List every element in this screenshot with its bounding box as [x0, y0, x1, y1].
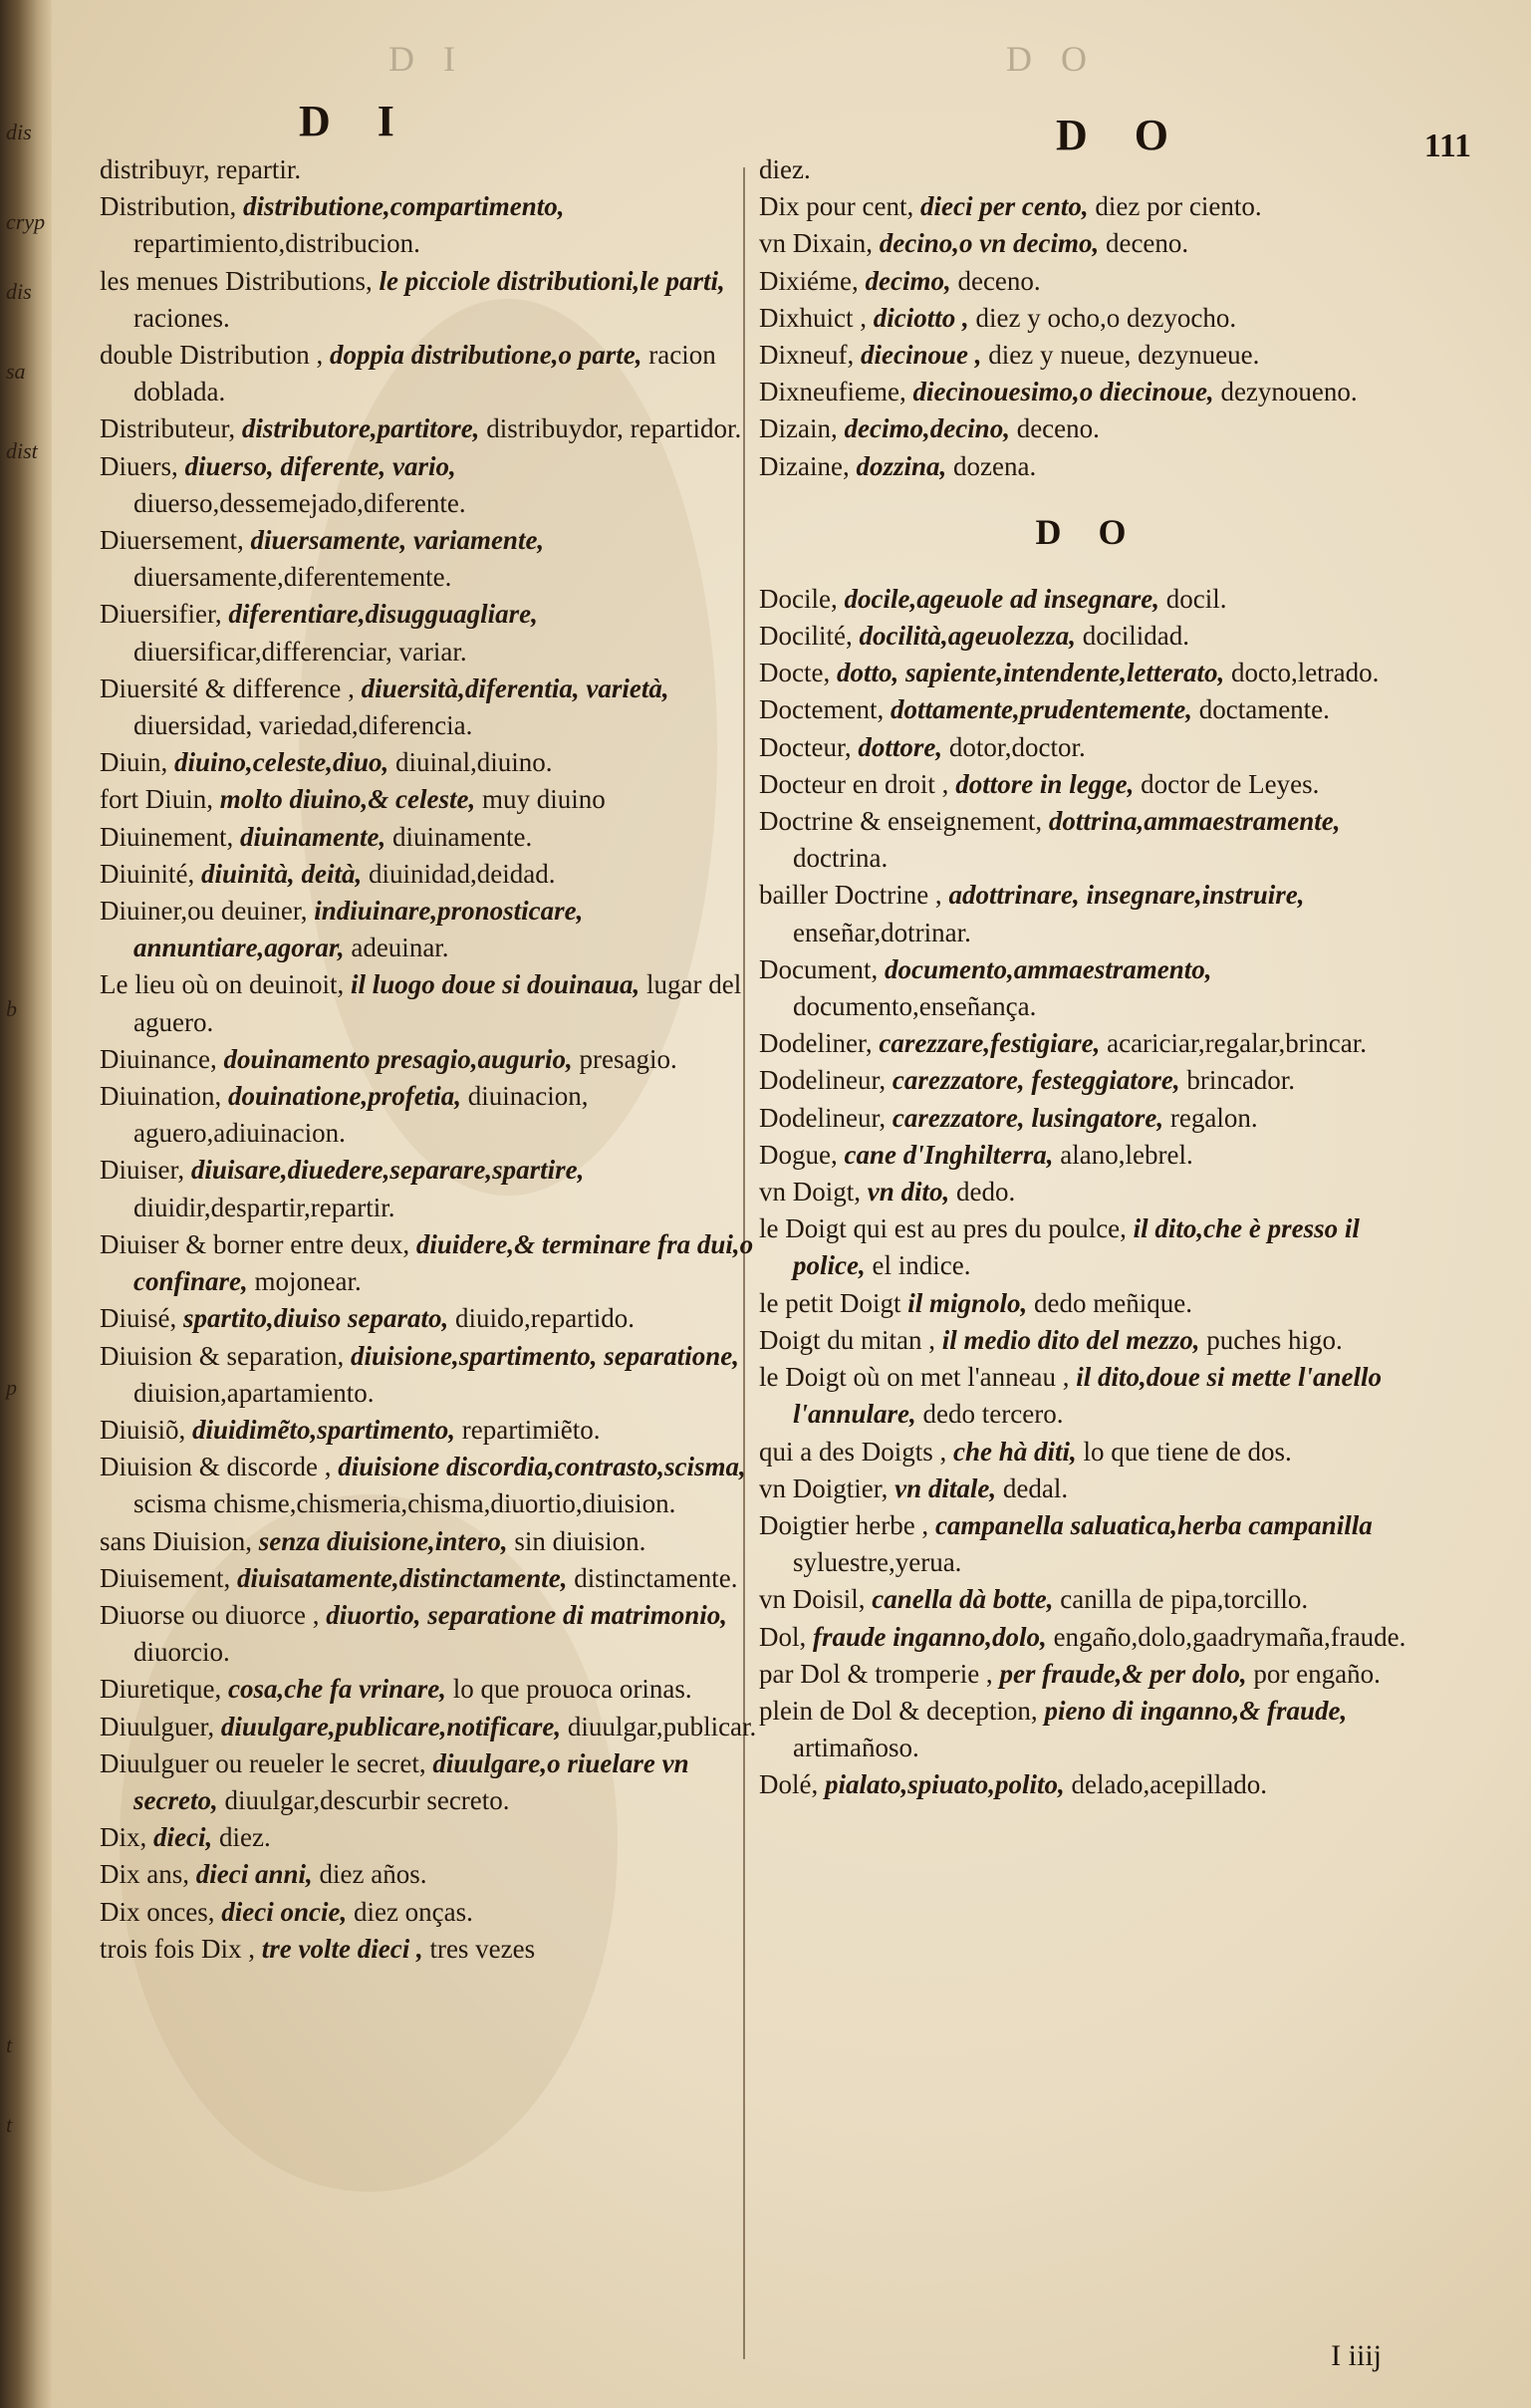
- headword-french: Docte,: [759, 658, 831, 688]
- dictionary-entry: [759, 877, 1416, 950]
- dictionary-entry: [100, 263, 757, 337]
- translation-spanish: diez y nueue, dezynueue.: [988, 340, 1260, 371]
- translation-spanish: deceno.: [957, 265, 1041, 296]
- headword-french: le Doigt où on met l'anneau ,: [759, 1362, 1070, 1393]
- dictionary-entry: [759, 1507, 1416, 1581]
- headword-french: fort Diuin,: [100, 784, 213, 815]
- headword-french: Dix ans,: [100, 1859, 189, 1890]
- translation-spanish: distinctamente.: [574, 1562, 738, 1593]
- translation-spanish: diuinamente.: [392, 821, 533, 852]
- translation-italian: tre volte dieci ,: [261, 1933, 423, 1964]
- headword-french: plein de Dol & deception,: [759, 1695, 1038, 1726]
- dictionary-entry: [100, 410, 757, 447]
- dictionary-entry: [759, 1471, 1416, 1507]
- translation-spanish: canilla de pipa,torcillo.: [1060, 1584, 1309, 1615]
- translation-italian: senza diuisione,intero,: [258, 1525, 508, 1556]
- headword-french: Dix pour cent,: [759, 191, 914, 222]
- headword-french: vn Dixain,: [759, 228, 873, 259]
- headword-french: Dodelineur,: [759, 1065, 887, 1096]
- translation-spanish: tres vezes: [429, 1933, 536, 1964]
- translation-italian: vn dito,: [867, 1177, 950, 1207]
- dictionary-entry: [100, 1745, 757, 1819]
- translation-italian: decino,o vn decimo,: [879, 228, 1100, 259]
- translation-italian: pialato,spiuato,polito,: [824, 1769, 1065, 1800]
- translation-italian: diuulgare,publicare,notificare,: [220, 1711, 562, 1741]
- translation-spanish: doctor de Leyes.: [1141, 768, 1320, 799]
- dictionary-entry: [759, 618, 1416, 655]
- margin-note: cryp: [6, 209, 46, 234]
- translation-italian: dieci,: [153, 1822, 213, 1853]
- running-header-right: D O: [1056, 111, 1186, 159]
- dictionary-entry: [100, 1709, 757, 1745]
- headword-french: Docilité,: [759, 621, 853, 652]
- translation-italian: spartito,diuiso separato,: [183, 1303, 449, 1334]
- dictionary-entry: [100, 1671, 757, 1708]
- margin-note: sa: [6, 359, 26, 384]
- bleedthrough-header-left: D I: [388, 39, 465, 79]
- translation-spanish: racion doblada.: [133, 340, 716, 407]
- translation-spanish: lo que tiene de dos.: [1083, 1436, 1292, 1467]
- dictionary-entry: [100, 856, 757, 893]
- translation-italian: douinatione,profetia,: [228, 1081, 462, 1112]
- translation-spanish: deceno.: [1016, 413, 1100, 444]
- headword-french: Dodelineur,: [759, 1102, 887, 1133]
- translation-italian: cosa,che fa vrinare,: [227, 1674, 446, 1705]
- headword-french: Diuin,: [100, 747, 168, 778]
- translation-italian: diecinoue ,: [860, 340, 982, 371]
- dictionary-entry: [100, 1412, 757, 1449]
- headword-french: Doctement,: [759, 694, 885, 725]
- translation-spanish: por engaño.: [1253, 1658, 1381, 1689]
- dictionary-entry: [100, 1597, 757, 1671]
- dictionary-entry: [759, 1137, 1416, 1174]
- headword-french: Dol,: [759, 1621, 807, 1652]
- section-heading: D O: [1035, 511, 1141, 552]
- headword-french: Diuers,: [100, 450, 178, 481]
- translation-spanish: docil.: [1165, 583, 1227, 614]
- translation-italian: vn ditale,: [894, 1472, 997, 1503]
- translation-italian: diuerso, diferente, vario,: [184, 450, 456, 481]
- translation-spanish: diuinal,diuino.: [395, 747, 553, 778]
- headword-french: Diuulguer ou reueler le secret,: [100, 1747, 426, 1778]
- dictionary-entry: [100, 966, 757, 1040]
- translation-italian: diecinouesimo,o diecinoue,: [912, 377, 1214, 407]
- dictionary-entry: [759, 803, 1416, 877]
- translation-italian: dozzina,: [856, 450, 947, 481]
- translation-spanish: lo que prouoca orinas.: [452, 1674, 692, 1705]
- translation-italian: docile,ageuole ad insegnare,: [844, 583, 1159, 614]
- headword-french: Dizain,: [759, 413, 838, 444]
- headword-french: sans Diuision,: [100, 1525, 253, 1556]
- dictionary-entry: [759, 1210, 1416, 1284]
- translation-italian: diuidimẽto,spartimento,: [192, 1414, 456, 1445]
- translation-italian: carezzatore, festeggiatore,: [892, 1065, 1180, 1096]
- dictionary-entry: [759, 188, 1416, 225]
- dictionary-entry: [759, 1359, 1416, 1433]
- headword-french: Dix onces,: [100, 1896, 215, 1927]
- translation-italian: il luogo doue si douinaua,: [350, 969, 640, 1000]
- translation-italian: documento,ammaestramento,: [884, 953, 1212, 984]
- dictionary-entry: [100, 670, 757, 744]
- translation-italian: dottore in legge,: [955, 768, 1135, 799]
- dictionary-entry: [100, 1894, 757, 1931]
- translation-spanish: acariciar,regalar,brincar.: [1107, 1028, 1367, 1059]
- translation-spanish: diez y ocho,o dezyocho.: [975, 302, 1237, 333]
- translation-spanish: diuulgar,descurbir secreto.: [224, 1784, 510, 1815]
- headword-french: Diuision & discorde ,: [100, 1452, 332, 1482]
- dictionary-entry: [100, 1560, 757, 1597]
- translation-italian: doppia distributione,o parte,: [330, 340, 642, 371]
- translation-spanish: diez.: [218, 1822, 271, 1853]
- headword-french: Dixneufieme,: [759, 377, 906, 407]
- headword-french: le Doigt qui est au pres du poulce,: [759, 1213, 1127, 1244]
- translation-spanish: deceno.: [1105, 228, 1189, 259]
- translation-spanish: distribuyr, repartir.: [100, 154, 302, 184]
- headword-french: Diuiser,: [100, 1155, 185, 1186]
- dictionary-entry: [759, 1656, 1416, 1693]
- left-column: [100, 151, 757, 1968]
- margin-note: dis: [6, 120, 32, 144]
- translation-spanish: sin diuision.: [514, 1525, 646, 1556]
- translation-spanish: diuerso,dessemejado,diferente.: [133, 487, 466, 518]
- dictionary-entry: [759, 1766, 1416, 1803]
- dictionary-entry: [759, 263, 1416, 300]
- translation-spanish: diez años.: [319, 1859, 427, 1890]
- headword-french: Diuersement,: [100, 525, 244, 556]
- dictionary-entry: [100, 522, 757, 596]
- translation-spanish: repartimiento,distribucion.: [133, 228, 420, 259]
- translation-italian: distributore,partitore,: [241, 413, 480, 444]
- translation-italian: il medio dito del mezzo,: [941, 1324, 1200, 1355]
- dictionary-entry: [100, 893, 757, 966]
- margin-note: b: [6, 996, 17, 1021]
- headword-french: Diuersité & difference ,: [100, 672, 355, 703]
- translation-italian: diuortio, separatione di matrimonio,: [326, 1599, 728, 1630]
- translation-italian: dieci anni,: [195, 1859, 313, 1890]
- translation-spanish: dedo.: [956, 1177, 1016, 1207]
- headword-french: Diuisé,: [100, 1303, 177, 1334]
- translation-spanish: repartimiẽto.: [461, 1414, 601, 1445]
- translation-italian: il mignolo,: [907, 1287, 1028, 1318]
- translation-spanish: diuinidad,deidad.: [369, 858, 556, 889]
- dictionary-entry: [100, 596, 757, 669]
- translation-spanish: diuersamente,diferentemente.: [133, 562, 452, 593]
- dictionary-entry: [100, 1041, 757, 1078]
- translation-italian: dieci per cento,: [919, 191, 1089, 222]
- translation-italian: carezzare,festigiare,: [879, 1028, 1101, 1059]
- dictionary-entry: [759, 1693, 1416, 1766]
- translation-italian: diuulgare,o riuelare vn secreto,: [133, 1747, 689, 1815]
- headword-french: Dixhuict ,: [759, 302, 867, 333]
- headword-french: Diuiser & borner entre deux,: [100, 1228, 410, 1259]
- translation-spanish: diuision,apartamiento.: [133, 1377, 375, 1408]
- translation-italian: dottore,: [858, 731, 943, 762]
- headword-french: les menues Distributions,: [100, 265, 373, 296]
- translation-spanish: doctamente.: [1198, 694, 1330, 725]
- translation-italian: diuidere,& terminare fra dui,o confinare,: [133, 1228, 754, 1297]
- translation-italian: molto diuino,& celeste,: [219, 784, 476, 815]
- right-column-top-entries: [759, 151, 1416, 485]
- translation-italian: il dito,che è presso il police,: [793, 1213, 1360, 1281]
- dictionary-entry: [759, 1100, 1416, 1137]
- translation-spanish: diuido,repartido.: [455, 1303, 636, 1334]
- dictionary-entry: [759, 1062, 1416, 1099]
- signature-mark: I iiij: [1331, 2339, 1382, 2372]
- translation-spanish: dedo tercero.: [922, 1399, 1064, 1430]
- translation-spanish: scisma chisme,chismeria,chisma,diuortio,diuision.: [133, 1488, 676, 1519]
- translation-italian: diuisatamente,distinctamente,: [236, 1562, 568, 1593]
- translation-italian: campanella saluatica,herba campanilla: [934, 1509, 1373, 1540]
- translation-spanish: dezynoueno.: [1220, 377, 1358, 407]
- translation-italian: cane d'Inghilterra,: [844, 1139, 1054, 1170]
- dictionary-entry: [100, 1300, 757, 1337]
- translation-italian: che hà diti,: [953, 1436, 1077, 1467]
- dictionary-entry: [100, 1226, 757, 1300]
- translation-italian: diuersità,diferentia, varietà,: [361, 672, 669, 703]
- translation-spanish: regalon.: [1169, 1102, 1258, 1133]
- translation-spanish: raciones.: [133, 302, 230, 333]
- margin-note: t: [6, 2032, 13, 2057]
- dictionary-entry: [100, 1523, 757, 1560]
- dictionary-entry: [759, 1581, 1416, 1618]
- translation-italian: adottrinare, insegnare,instruire,: [948, 880, 1305, 911]
- headword-french: Doctrine & enseignement,: [759, 806, 1043, 837]
- translation-spanish: artimañoso.: [793, 1733, 919, 1763]
- translation-italian: indiuinare,pronosticare, annuntiare,agorar,: [133, 896, 584, 963]
- translation-spanish: diuulgar,publicar.: [567, 1711, 757, 1741]
- dictionary-entry: [759, 581, 1416, 618]
- dictionary-entry: [759, 410, 1416, 447]
- translation-spanish: presagio.: [579, 1043, 677, 1074]
- translation-spanish: adeuinar.: [351, 933, 449, 963]
- dictionary-entry: [759, 1025, 1416, 1062]
- headword-french: Dixneuf,: [759, 340, 855, 371]
- headword-french: Doigtier herbe ,: [759, 1509, 929, 1540]
- dictionary-entry: [100, 819, 757, 856]
- translation-spanish: brincador.: [1186, 1065, 1296, 1096]
- margin-note: t: [6, 2112, 13, 2137]
- dictionary-entry: [759, 374, 1416, 410]
- headword-french: Dixiéme,: [759, 265, 859, 296]
- translation-spanish: enseñar,dotrinar.: [793, 917, 971, 947]
- dictionary-entry: [759, 337, 1416, 374]
- page-number: 111: [1423, 128, 1471, 164]
- headword-french: Le lieu où on deuinoit,: [100, 969, 345, 1000]
- translation-spanish: docilidad.: [1082, 621, 1189, 652]
- translation-spanish: dotor,doctor.: [948, 731, 1086, 762]
- headword-french: vn Doigt,: [759, 1177, 862, 1207]
- margin-note: dist: [6, 438, 38, 463]
- running-header-left: D I: [299, 97, 412, 145]
- headword-french: Diuorse ou diuorce ,: [100, 1599, 320, 1630]
- dictionary-entry: [100, 1152, 757, 1225]
- headword-french: Diuinance,: [100, 1043, 217, 1074]
- translation-spanish: diez por ciento.: [1095, 191, 1262, 222]
- translation-spanish: muy diuino: [482, 784, 606, 815]
- translation-italian: decimo,: [865, 265, 951, 296]
- translation-italian: per fraude,& per dolo,: [999, 1658, 1247, 1689]
- headword-french: Diuisement,: [100, 1562, 231, 1593]
- translation-italian: diuino,celeste,diuo,: [174, 747, 389, 778]
- translation-italian: decimo,decino,: [844, 413, 1010, 444]
- dictionary-entry: [759, 151, 1416, 188]
- translation-spanish: dedal.: [1002, 1472, 1069, 1503]
- headword-french: Diuination,: [100, 1081, 222, 1112]
- headword-french: Docteur,: [759, 731, 852, 762]
- headword-french: le petit Doigt: [759, 1287, 901, 1318]
- margin-note: dis: [6, 279, 32, 304]
- headword-french: Dogue,: [759, 1139, 838, 1170]
- dictionary-entry: [100, 1449, 757, 1522]
- dictionary-entry: [100, 1338, 757, 1412]
- translation-spanish: delado,acepillado.: [1071, 1769, 1267, 1800]
- translation-italian: fraude inganno,dolo,: [813, 1621, 1047, 1652]
- bleedthrough-header-right: D O: [1006, 39, 1097, 79]
- translation-italian: douinamento presagio,augurio,: [223, 1043, 573, 1074]
- headword-french: Diuision & separation,: [100, 1340, 345, 1371]
- translation-spanish: diuinacion, aguero,adiuinacion.: [133, 1081, 589, 1149]
- translation-spanish: diez onças.: [353, 1896, 473, 1927]
- headword-french: vn Doisil,: [759, 1584, 866, 1615]
- translation-spanish: engaño,dolo,gaadrymaña,fraude.: [1053, 1621, 1406, 1652]
- headword-french: Dodeliner,: [759, 1028, 873, 1059]
- dictionary-entry: [759, 1322, 1416, 1359]
- dictionary-entry: [759, 766, 1416, 803]
- dictionary-entry: [100, 744, 757, 781]
- headword-french: Doigt du mitan ,: [759, 1324, 935, 1355]
- translation-italian: il dito,doue si mette l'anello l'annulare,: [793, 1362, 1383, 1430]
- headword-french: trois fois Dix ,: [100, 1933, 256, 1964]
- translation-spanish: puches higo.: [1206, 1324, 1343, 1355]
- translation-italian: dieci oncie,: [221, 1896, 348, 1927]
- dictionary-entry: [100, 1078, 757, 1152]
- translation-spanish: diuorcio.: [133, 1637, 230, 1668]
- translation-spanish: diuidir,despartir,repartir.: [133, 1192, 395, 1222]
- translation-italian: distributione,compartimento,: [243, 191, 565, 222]
- dictionary-entry: [759, 729, 1416, 766]
- translation-spanish: lugar del aguero.: [133, 969, 742, 1037]
- dictionary-entry: [759, 1285, 1416, 1322]
- dictionary-entry: [100, 781, 757, 818]
- headword-french: Docile,: [759, 583, 838, 614]
- headword-french: Distribution,: [100, 191, 237, 222]
- translation-spanish: documento,enseñança.: [793, 991, 1037, 1022]
- headword-french: par Dol & tromperie ,: [759, 1658, 993, 1689]
- translation-italian: le picciole distributioni,le parti,: [379, 265, 725, 296]
- dictionary-entry: [759, 691, 1416, 728]
- translation-spanish: dedo meñique.: [1034, 1287, 1192, 1318]
- headword-french: vn Doigtier,: [759, 1472, 889, 1503]
- translation-italian: carezzatore, lusingatore,: [892, 1102, 1164, 1133]
- translation-italian: docilità,ageuolezza,: [859, 621, 1076, 652]
- translation-italian: diuisione discordia,contrasto,scisma,: [338, 1452, 746, 1482]
- margin-note: p: [6, 1375, 17, 1400]
- headword-french: qui a des Doigts ,: [759, 1436, 947, 1467]
- dictionary-entry: [759, 225, 1416, 262]
- translation-spanish: docto,letrado.: [1230, 658, 1380, 688]
- translation-spanish: syluestre,yerua.: [793, 1547, 962, 1578]
- dictionary-entry: [759, 1434, 1416, 1471]
- headword-french: Dolé,: [759, 1769, 819, 1800]
- translation-italian: diciotto ,: [873, 302, 969, 333]
- headword-french: bailler Doctrine ,: [759, 880, 942, 911]
- translation-spanish: distribuydor, repartidor.: [486, 413, 742, 444]
- dictionary-entry: [759, 300, 1416, 337]
- translation-italian: canella dà botte,: [872, 1584, 1054, 1615]
- headword-french: Document,: [759, 953, 879, 984]
- dictionary-entry: [759, 1619, 1416, 1656]
- dictionary-entry: [759, 951, 1416, 1025]
- headword-french: Distributeur,: [100, 413, 236, 444]
- headword-french: Diuiner,ou deuiner,: [100, 896, 308, 927]
- translation-italian: dotto, sapiente,intendente,letterato,: [836, 658, 1225, 688]
- translation-spanish: el indice.: [872, 1250, 971, 1281]
- translation-spanish: diez.: [759, 154, 811, 184]
- translation-spanish: diuersidad, variedad,diferencia.: [133, 710, 473, 741]
- headword-french: Diuinité,: [100, 858, 195, 889]
- translation-spanish: doctrina.: [793, 843, 889, 874]
- headword-french: Diuinement,: [100, 821, 234, 852]
- translation-italian: dottamente,prudentemente,: [890, 694, 1192, 725]
- right-column-entries: [759, 581, 1416, 1804]
- translation-italian: diuinamente,: [239, 821, 386, 852]
- translation-spanish: alano,lebrel.: [1060, 1139, 1193, 1170]
- dictionary-entry: [100, 151, 757, 188]
- translation-italian: diuisare,diuedere,separare,spartire,: [190, 1155, 585, 1186]
- dictionary-entry: [100, 188, 757, 262]
- translation-italian: diuinità, deità,: [201, 858, 363, 889]
- translation-spanish: diuersificar,differenciar, variar.: [133, 636, 467, 667]
- headword-french: Diuersifier,: [100, 599, 222, 630]
- translation-italian: pieno di inganno,& fraude,: [1044, 1695, 1348, 1726]
- translation-italian: diuersamente, variamente,: [250, 525, 545, 556]
- headword-french: Diuretique,: [100, 1674, 222, 1705]
- translation-italian: dottrina,ammaestramente,: [1048, 806, 1341, 837]
- translation-italian: diferentiare,disugguagliare,: [228, 599, 538, 630]
- dictionary-entry: [100, 1819, 757, 1856]
- right-column: [759, 151, 1416, 1804]
- headword-french: Dix,: [100, 1822, 147, 1853]
- headword-french: Docteur en droit ,: [759, 768, 949, 799]
- dictionary-entry: [759, 655, 1416, 691]
- dictionary-entry: [100, 1856, 757, 1893]
- translation-spanish: dozena.: [953, 450, 1037, 481]
- headword-french: Diuulguer,: [100, 1711, 215, 1741]
- translation-spanish: mojonear.: [254, 1266, 362, 1297]
- headword-french: Dizaine,: [759, 450, 850, 481]
- dictionary-entry: [100, 337, 757, 410]
- dictionary-entry: [100, 1931, 757, 1968]
- dictionary-entry: [759, 448, 1416, 485]
- headword-french: double Distribution ,: [100, 340, 324, 371]
- headword-french: Diuisiõ,: [100, 1414, 186, 1445]
- dictionary-entry: [759, 1174, 1416, 1210]
- translation-italian: diuisione,spartimento, separatione,: [350, 1340, 740, 1371]
- dictionary-entry: [100, 448, 757, 522]
